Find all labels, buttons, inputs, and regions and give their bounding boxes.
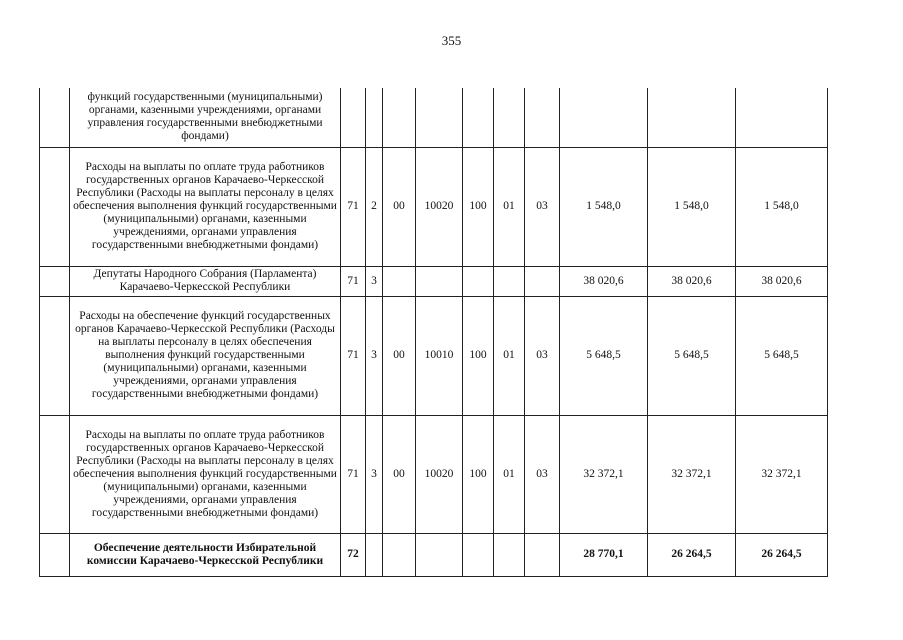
- row-cell-v1: 5 648,5: [560, 296, 648, 415]
- page-number: 355: [441, 33, 462, 48]
- row-cell-d: [416, 533, 463, 576]
- row-cell-b: 3: [366, 296, 383, 415]
- row-cell-v2: 32 372,1: [648, 415, 736, 533]
- row-cell-v1: 38 020,6: [560, 266, 648, 296]
- row-cell-g: [525, 266, 560, 296]
- row-blank-cell: [40, 533, 70, 576]
- row-cell-b: 3: [366, 415, 383, 533]
- row-cell-a: 71: [341, 266, 366, 296]
- row-cell-c: [383, 533, 416, 576]
- row-cell-v1: 1 548,0: [560, 147, 648, 266]
- row-cell-c: [383, 266, 416, 296]
- row-cell-d: [416, 88, 463, 147]
- row-blank-cell: [40, 296, 70, 415]
- row-cell-v3: 26 264,5: [736, 533, 828, 576]
- row-cell-v3: [736, 88, 828, 147]
- row-cell-v1: [560, 88, 648, 147]
- row-cell-c: 00: [383, 147, 416, 266]
- row-blank-cell: [40, 88, 70, 147]
- row-cell-b: 3: [366, 266, 383, 296]
- row-cell-c: 00: [383, 415, 416, 533]
- row-cell-v3: 32 372,1: [736, 415, 828, 533]
- row-cell-v1: 28 770,1: [560, 533, 648, 576]
- row-blank-cell: [40, 415, 70, 533]
- row-cell-v2: [648, 88, 736, 147]
- row-cell-e: [463, 266, 494, 296]
- row-description: Обеспечение деятельности Избирательной комиссии Карачаево-Черкесской Республики: [70, 533, 341, 576]
- row-cell-d: 10020: [416, 147, 463, 266]
- row-cell-c: [383, 88, 416, 147]
- row-cell-g: [525, 533, 560, 576]
- table-row: [40, 88, 828, 147]
- row-cell-v1: 32 372,1: [560, 415, 648, 533]
- row-cell-a: 71: [341, 296, 366, 415]
- row-cell-f: 01: [494, 415, 525, 533]
- table-row: [40, 415, 828, 533]
- row-cell-g: 03: [525, 296, 560, 415]
- budget-table: [39, 88, 828, 577]
- row-cell-e: 100: [463, 296, 494, 415]
- row-cell-d: 10010: [416, 296, 463, 415]
- row-cell-v2: 38 020,6: [648, 266, 736, 296]
- row-cell-a: 71: [341, 147, 366, 266]
- row-cell-a: 72: [341, 533, 366, 576]
- row-cell-g: [525, 88, 560, 147]
- row-cell-f: [494, 88, 525, 147]
- row-cell-b: [366, 88, 383, 147]
- row-cell-d: 10020: [416, 415, 463, 533]
- row-cell-b: [366, 533, 383, 576]
- row-cell-v3: 1 548,0: [736, 147, 828, 266]
- row-cell-v2: 1 548,0: [648, 147, 736, 266]
- row-cell-a: 71: [341, 415, 366, 533]
- row-cell-e: [463, 88, 494, 147]
- row-cell-a: [341, 88, 366, 147]
- row-cell-e: [463, 533, 494, 576]
- row-cell-b: 2: [366, 147, 383, 266]
- row-cell-v3: 5 648,5: [736, 296, 828, 415]
- row-cell-c: 00: [383, 296, 416, 415]
- row-blank-cell: [40, 266, 70, 296]
- row-description: функций государственными (муниципальными) органами, казенными учреждениями, органами управления государственными внебюджетными фондами): [70, 88, 341, 147]
- row-blank-cell: [40, 147, 70, 266]
- table-row: [40, 296, 828, 415]
- row-description: Расходы на выплаты по оплате труда работников государственных органов Карачаево-Черкесской Республики (Расходы на выплаты персоналу в целях обеспечения выполнения функций государственными (муниципальными) органами, казенными учреждениями, органами управления государственными внебюджетными фондами): [70, 147, 341, 266]
- table-row: [40, 533, 828, 576]
- row-cell-v2: 26 264,5: [648, 533, 736, 576]
- row-cell-f: [494, 533, 525, 576]
- table-row: [40, 147, 828, 266]
- row-cell-g: 03: [525, 147, 560, 266]
- row-cell-g: 03: [525, 415, 560, 533]
- row-cell-e: 100: [463, 147, 494, 266]
- row-cell-f: [494, 266, 525, 296]
- row-cell-e: 100: [463, 415, 494, 533]
- row-cell-f: 01: [494, 147, 525, 266]
- row-description: Депутаты Народного Собрания (Парламента) Карачаево-Черкесской Республики: [70, 266, 341, 296]
- row-description: Расходы на обеспечение функций государственных органов Карачаево-Черкесской Республики (Расходы на выплаты персоналу в целях обеспечения выполнения функций государственными (муниципальными) органами, казенными учреждениями, органами управления государственными внебюджетными фондами): [70, 296, 341, 415]
- row-cell-v3: 38 020,6: [736, 266, 828, 296]
- row-cell-d: [416, 266, 463, 296]
- table-row: [40, 266, 828, 296]
- row-description: Расходы на выплаты по оплате труда работников государственных органов Карачаево-Черкесской Республики (Расходы на выплаты персоналу в целях обеспечения выполнения функций государственными (муниципальными) органами, казенными учреждениями, органами управления государственными внебюджетными фондами): [70, 415, 341, 533]
- row-cell-v2: 5 648,5: [648, 296, 736, 415]
- row-cell-f: 01: [494, 296, 525, 415]
